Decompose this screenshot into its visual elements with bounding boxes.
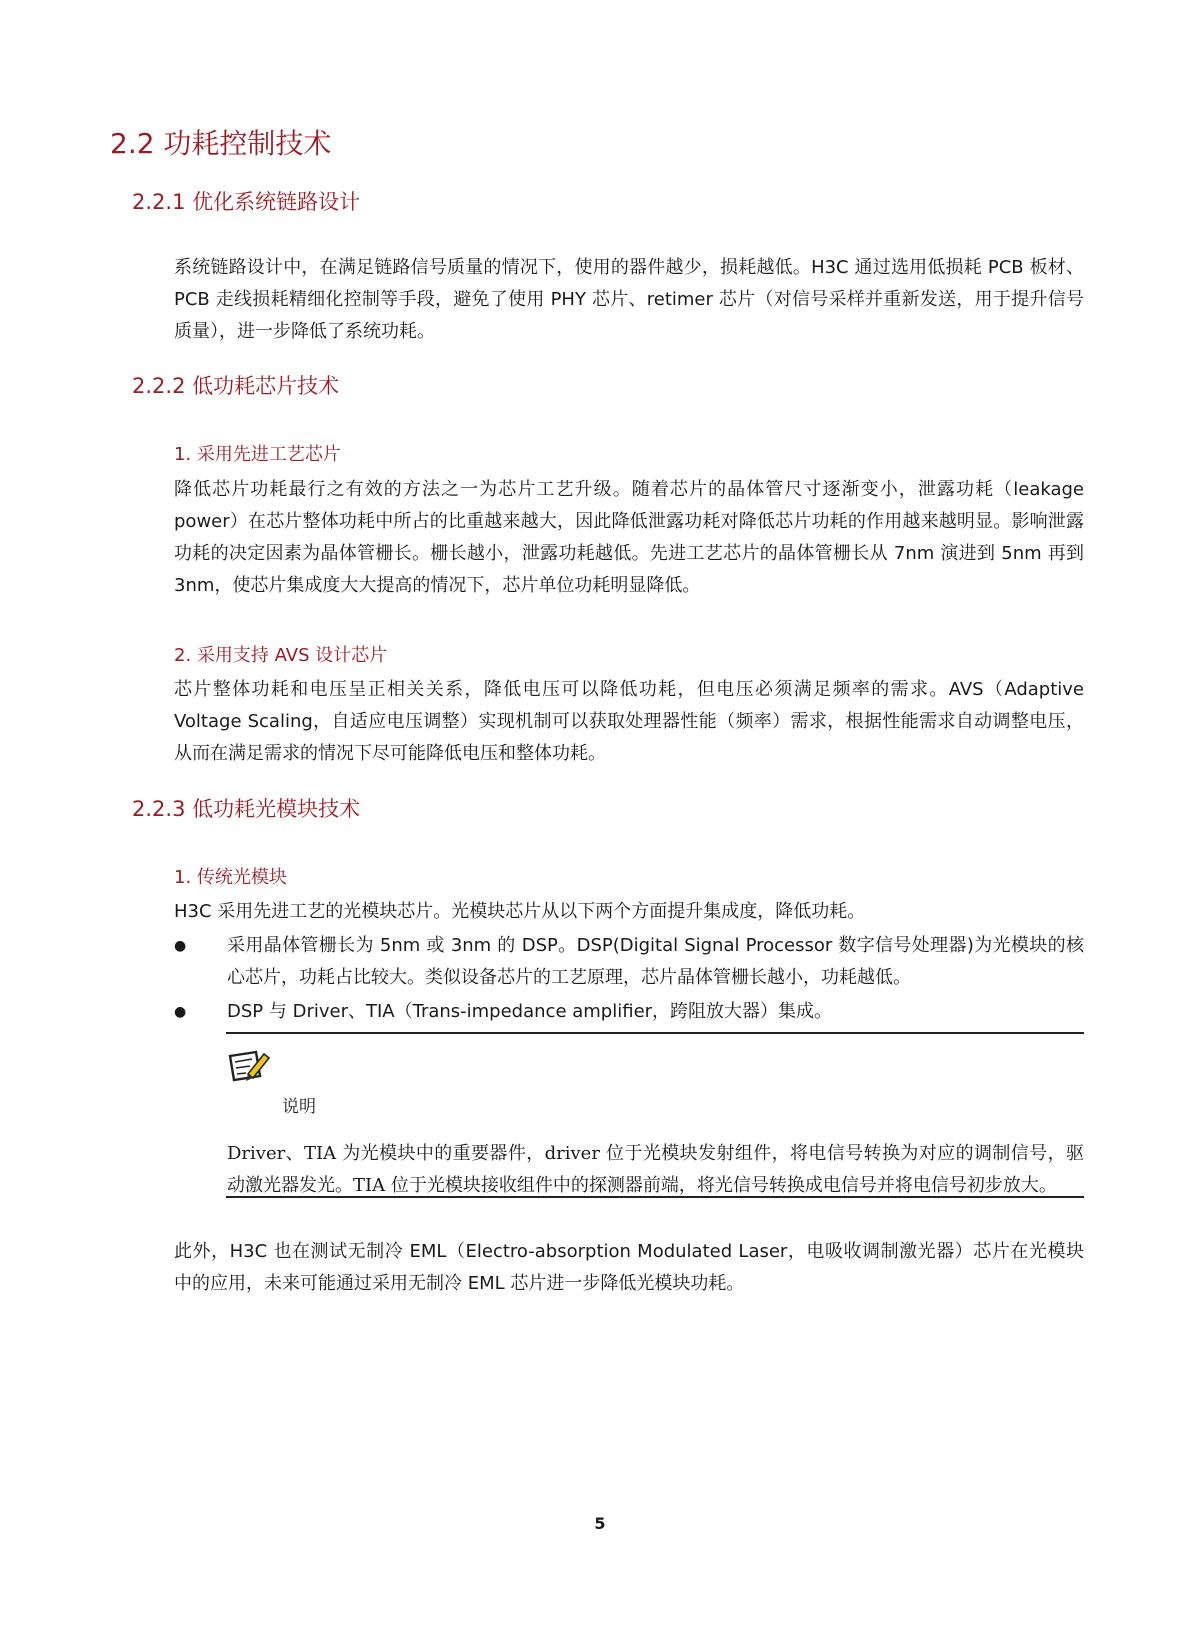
note-label: 说明 [282,1097,316,1117]
note-text: Driver、TIA 为光模块中的重要器件，driver 位于光模块发射组件，将电信号转换为对应的调制信号，驱动激光器发光。TIA 位于光模块接收组件中的探测器前端，将光信号转换成电信号并将电信号初步放大。 [227,1143,1084,1196]
paragraph-link-design: 系统链路设计中，在满足链路信号质量的情况下，使用的器件越少，损耗越低。H3C 通过选用低损耗 PCB 板材、PCB 走线损耗精细化控制等手段，避免了使用 PHY 芯片、retimer 芯片（对信号采样并重新发送，用于提升信号质量），进一步降低了系统功耗。 [174,257,1084,342]
item-title-avs: 2. 采用支持 AVS 设计芯片 [174,645,388,666]
subsection-title-2-2-1: 2.2.1 优化系统链路设计 [132,190,361,214]
paragraph-avs: 芯片整体功耗和电压呈正相关关系，降低电压可以降低功耗，但电压必须满足频率的需求。AVS（Adaptive Voltage Scaling，自适应电压调整）实现机制可以获取处理器性能（频率）需求，根据性能需求自动调整电压，从而在满足需求的情况下尽可能降低电压和整体功耗。 [174,679,1084,764]
bullet-marker: ● [174,938,187,954]
subsection-title-2-2-3: 2.2.3 低功耗光模块技术 [132,797,361,821]
note-pencil-icon [226,1046,272,1086]
note-bottom-rule [226,1196,1084,1198]
subsection-title-2-2-2: 2.2.2 低功耗芯片技术 [132,374,340,398]
note-top-rule [226,1032,1084,1034]
page-number: 5 [594,1514,606,1533]
paragraph-optical-intro: H3C 采用先进工艺的光模块芯片。光模块芯片从以下两个方面提升集成度，降低功耗。 [174,901,866,922]
bullet-item-integration: DSP 与 Driver、TIA（Trans-impedance amplifier，跨阻放大器）集成。 [227,1001,833,1022]
item-title-optical-module: 1. 传统光模块 [174,867,287,888]
bullet-item-dsp: 采用晶体管栅长为 5nm 或 3nm 的 DSP。DSP(Digital Signal Processor 数字信号处理器)为光模块的核心芯片，功耗占比较大。类似设备芯片的工艺原理，芯片晶体管栅长越小，功耗越低。 [227,935,1084,988]
paragraph-eml: 此外，H3C 也在测试无制冷 EML（Electro-absorption Modulated Laser，电吸收调制激光器）芯片在光模块中的应用，未来可能通过采用无制冷 EML 芯片进一步降低光模块功耗。 [174,1241,1084,1294]
paragraph-advanced-process: 降低芯片功耗最行之有效的方法之一为芯片工艺升级。随着芯片的晶体管尺寸逐渐变小，泄露功耗（leakage power）在芯片整体功耗中所占的比重越来越大，因此降低泄露功耗对降低芯片功耗的作用越来越明显。影响泄露功耗的决定因素为晶体管栅长。栅长越小，泄露功耗越低。先进工艺芯片的晶体管栅长从 7nm 演进到 5nm 再到 3nm，使芯片集成度大大提高的情况下，芯片单位功耗明显降低。 [174,479,1084,596]
section-title: 2.2 功耗控制技术 [110,127,332,160]
item-title-advanced-process: 1. 采用先进工艺芯片 [174,444,341,465]
bullet-marker: ● [174,1004,187,1020]
